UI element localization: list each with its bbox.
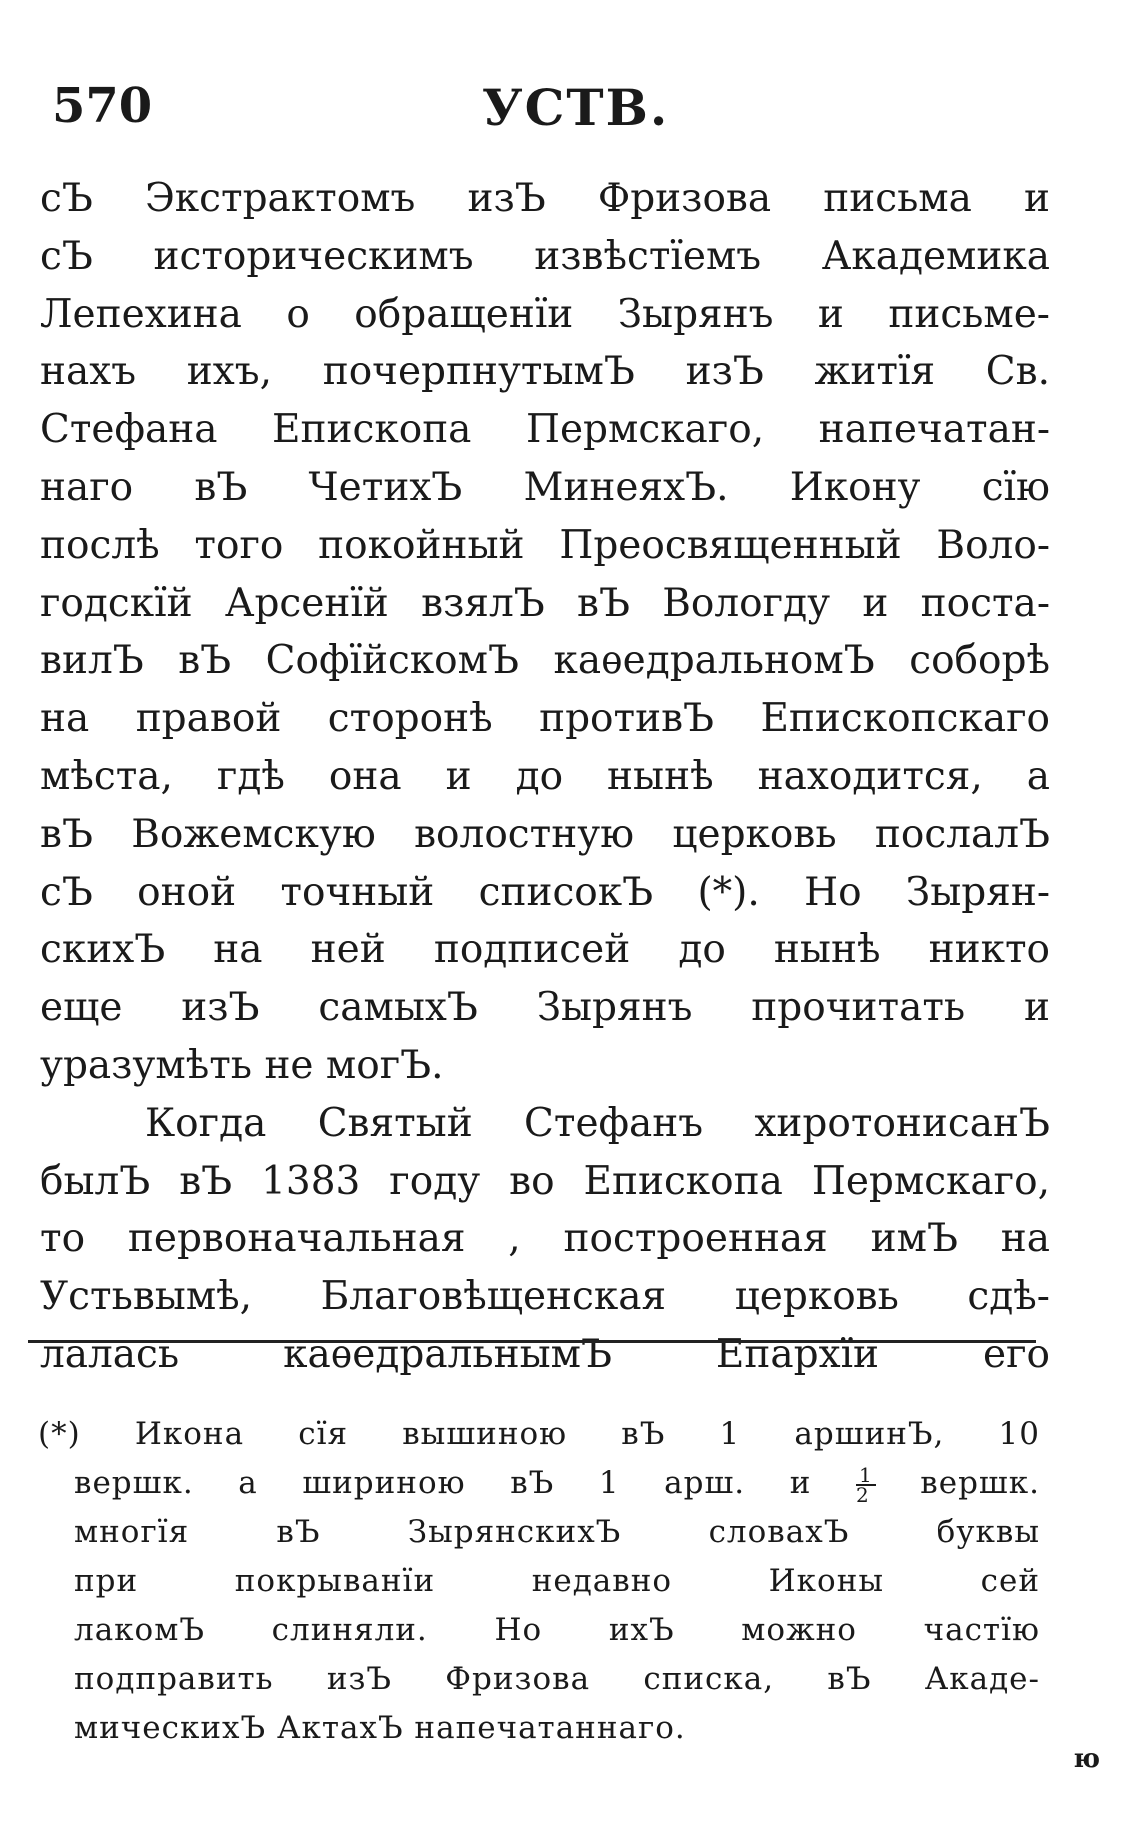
fraction <box>855 1462 876 1507</box>
footnote-divider <box>28 1340 1036 1343</box>
footnote-line: многїя вЪ ЗырянскихЪ словахЪ буквы <box>74 1514 1040 1550</box>
text-line: скихЪ на ней подписей до нынѣ никто <box>40 927 1050 973</box>
footnote <box>38 1410 1040 1753</box>
text-line: сЪ Экстрактомъ изЪ Фризова письма и <box>40 176 1050 221</box>
footnote-line <box>38 1459 1040 1508</box>
text-line: сЪ историческимъ извѣстїемъ Академика <box>40 233 1050 279</box>
footnote-line: подправить изЪ Фризова списка, вЪ Акаде- <box>74 1661 1040 1697</box>
fraction-denominator: 2 <box>855 1482 870 1507</box>
text-line: еще изЪ самыхЪ Зырянъ прочитать и <box>40 985 1050 1031</box>
footnote-line: мическихЪ АктахЪ напечатаннаго. <box>74 1710 686 1746</box>
footnote-line: лакомЪ слиняли. Но ихЪ можно частїю <box>74 1612 1040 1648</box>
text-line: нахъ ихъ, почерпнутымЪ изЪ житїя Св. <box>40 349 1050 395</box>
text-line: уразумѣть не могЪ. <box>40 1042 444 1088</box>
text-line: вилЪ вЪ СофїйскомЪ каѳедральномЪ соборѣ <box>40 638 1050 684</box>
footnote-line: при покрыванїи недавно Иконы сей <box>74 1563 1040 1599</box>
text-line: послѣ того покойный Преосвященный Воло- <box>40 522 1050 568</box>
text-line: на правой сторонѣ противЪ Епископскаго <box>40 696 1050 742</box>
corner-mark: ю <box>1073 1744 1100 1774</box>
text-line: мѣста, гдѣ она и до нынѣ находится, а <box>40 753 1050 799</box>
text-line: сЪ оной точный списокЪ (*). Но Зырян- <box>40 869 1050 915</box>
text-line: былЪ вЪ 1383 году во Епископа Пермскаго, <box>40 1158 1050 1204</box>
page-header <box>52 78 1052 148</box>
text-line: Стефана Епископа Пермскаго, напечатан- <box>40 407 1050 453</box>
footnote-text: вершк. <box>920 1465 1040 1501</box>
text-line: то первоначальная , построенная имЪ на <box>40 1216 1050 1262</box>
text-line: наго вЪ ЧетихЪ МинеяхЪ. Икону сїю <box>40 464 1050 510</box>
fraction-numerator: 1 <box>856 1466 876 1486</box>
footnote-line: (*) Икона сїя вышиною вЪ 1 аршинЪ, 10 <box>38 1416 1040 1452</box>
page-number: 570 <box>52 78 153 134</box>
running-head: УСТВ. <box>482 78 670 137</box>
footnote-text: вершк. а шириною вЪ 1 арш. и <box>74 1465 812 1501</box>
text-line: годскїй Арсенїй взялЪ вЪ Вологду и поста- <box>40 580 1050 626</box>
text-line: Лепехина о обращенїи Зырянъ и письме- <box>40 291 1050 337</box>
main-text <box>40 170 1050 1384</box>
text-line: Устьвымѣ, Благовѣщенская церковь сдѣ- <box>40 1274 1050 1320</box>
text-line: вЪ Вожемскую волостную церковь послалЪ <box>40 811 1050 857</box>
text-line: Когда Святый Стефанъ хиротонисанЪ <box>145 1100 1050 1146</box>
text-line: лалась каѳедральнымЪ Епархїи его <box>40 1331 1050 1377</box>
